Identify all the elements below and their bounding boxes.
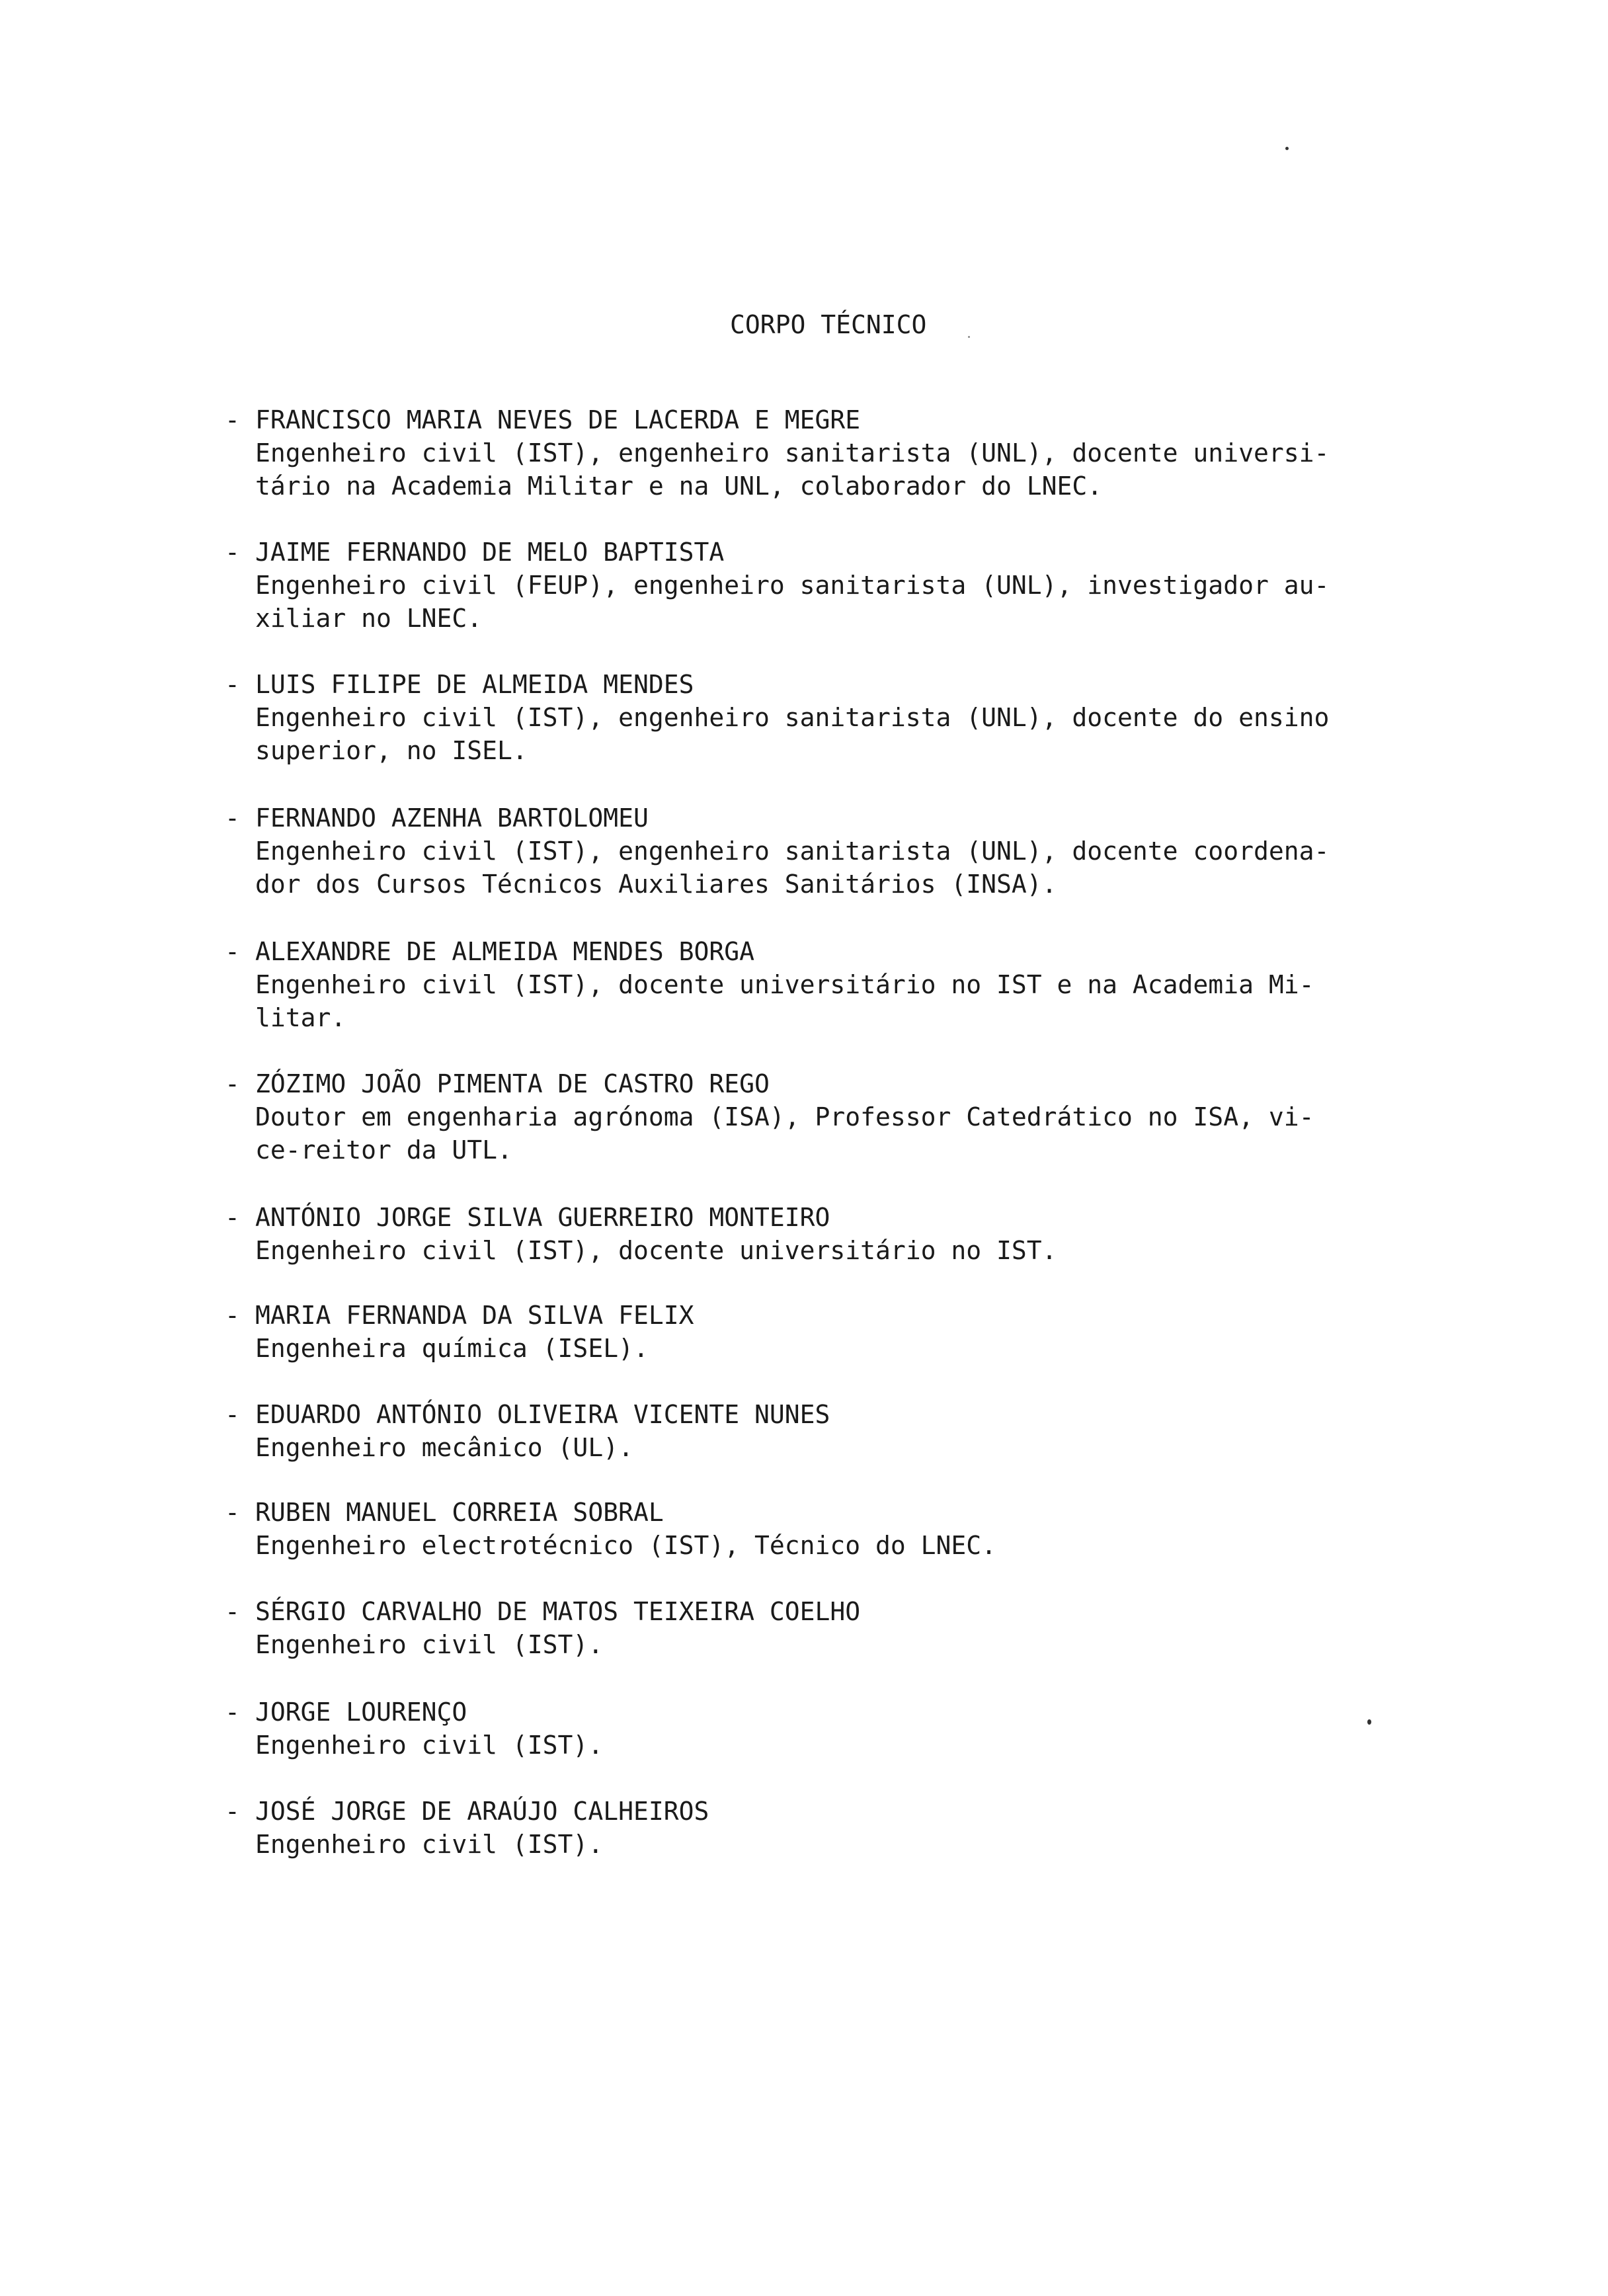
staff-description-line: tário na Academia Militar e na UNL, colaborador do LNEC. [255,472,1103,501]
staff-name: LUIS FILIPE DE ALMEIDA MENDES [255,670,694,699]
staff-description-line: Engenheiro civil (IST). [255,1630,604,1659]
staff-name: FRANCISCO MARIA NEVES DE LACERDA E MEGRE [255,405,861,434]
staff-description-line: superior, no ISEL. [255,736,528,765]
page-title: CORPO TÉCNICO [730,310,927,339]
staff-description-line: Engenheiro civil (IST). [255,1830,604,1859]
scan-speck [1367,1719,1371,1725]
list-dash: - [225,1597,240,1626]
staff-name: ALEXANDRE DE ALMEIDA MENDES BORGA [255,937,754,966]
staff-entry [225,1795,709,1861]
list-dash: - [225,1797,240,1826]
staff-name: FERNANDO AZENHA BARTOLOMEU [255,803,649,833]
list-dash: - [225,538,240,567]
list-dash: - [225,1069,240,1098]
scan-speck [968,336,970,338]
list-dash: - [225,1698,240,1727]
staff-description-line: Engenheiro mecânico (UL). [255,1433,633,1462]
scan-speck [1285,147,1289,150]
staff-entry [225,1696,603,1762]
staff-entry [225,1595,860,1661]
list-dash: - [225,1203,240,1232]
staff-description-line: Doutor em engenharia agrónoma (ISA), Professor Catedrático no ISA, vi- [255,1102,1314,1131]
staff-description-line: Engenheiro civil (IST). [255,1731,604,1760]
staff-description-line: ce-reitor da UTL. [255,1135,512,1165]
staff-name: RUBEN MANUEL CORREIA SOBRAL [255,1498,664,1527]
list-dash: - [225,405,240,434]
staff-description-line: xiliar no LNEC. [255,604,483,633]
staff-description-line: Engenheira química (ISEL). [255,1334,649,1363]
staff-description-line: Engenheiro civil (IST), engenheiro sanitarista (UNL), docente do ensino [255,703,1330,732]
staff-description-line: Engenheiro civil (IST), docente universitário no IST e na Academia Mi- [255,970,1314,999]
staff-description-line: dor dos Cursos Técnicos Auxiliares Sanitários (INSA). [255,870,1057,899]
list-dash: - [225,670,240,699]
staff-name: ANTÓNIO JORGE SILVA GUERREIRO MONTEIRO [255,1203,830,1232]
staff-entry [225,1398,830,1464]
list-dash: - [225,1400,240,1429]
staff-name: JOSÉ JORGE DE ARAÚJO CALHEIROS [255,1797,709,1826]
staff-entry [225,801,1329,901]
staff-entry [225,1299,694,1365]
staff-name: SÉRGIO CARVALHO DE MATOS TEIXEIRA COELHO [255,1597,861,1626]
list-dash: - [225,1498,240,1527]
staff-description-line: Engenheiro electrotécnico (IST), Técnico do LNEC. [255,1531,997,1560]
staff-description-line: Engenheiro civil (FEUP), engenheiro sanitarista (UNL), investigador au- [255,571,1330,600]
staff-name: ZÓZIMO JOÃO PIMENTA DE CASTRO REGO [255,1069,770,1098]
list-dash: - [225,937,240,966]
staff-entry [225,1067,1314,1167]
staff-description-line: Engenheiro civil (IST), engenheiro sanitarista (UNL), docente coordena- [255,837,1330,866]
staff-name: MARIA FERNANDA DA SILVA FELIX [255,1301,694,1330]
staff-name: JAIME FERNANDO DE MELO BAPTISTA [255,538,725,567]
staff-entry [225,1496,996,1562]
list-dash: - [225,803,240,833]
staff-description-line: litar. [255,1003,346,1032]
staff-entry [225,403,1329,503]
staff-name: EDUARDO ANTÓNIO OLIVEIRA VICENTE NUNES [255,1400,830,1429]
list-dash: - [225,1301,240,1330]
staff-entry [225,1201,1057,1267]
staff-description-line: Engenheiro civil (IST), engenheiro sanitarista (UNL), docente universi- [255,438,1330,468]
staff-entry [225,935,1314,1034]
staff-entry [225,668,1329,767]
staff-name: JORGE LOURENÇO [255,1698,467,1727]
staff-description-line: Engenheiro civil (IST), docente universitário no IST. [255,1236,1057,1265]
staff-entry [225,536,1329,635]
